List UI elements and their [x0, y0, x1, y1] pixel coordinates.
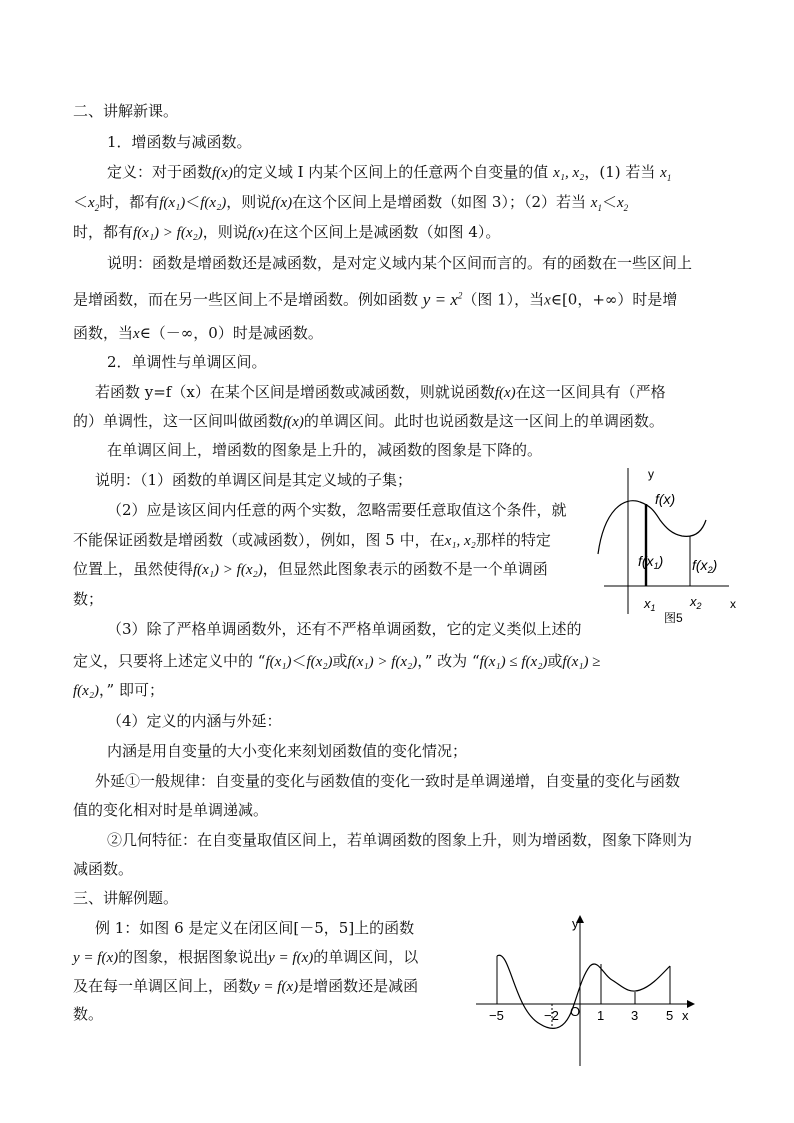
note-3-line-3 — [73, 680, 164, 701]
explanation-line-2 — [73, 285, 677, 311]
math-fx2: f(x₂) — [200, 195, 227, 211]
example-1-line-2 — [73, 947, 418, 968]
math-fx1-ge: f(x₁) ≥ — [562, 654, 601, 670]
text: 的定义域 I 内某个区间上的任意两个自变量的值 — [232, 163, 549, 181]
text: ，但显然此图象表示的函数不是一个单调函 — [262, 560, 548, 578]
text: 那样的特定 — [475, 531, 551, 549]
section-heading-examples: 三、讲解例题。 — [73, 889, 179, 907]
text: ∈（－∞，0）时是减函数。 — [139, 324, 323, 342]
text: ∈[0，+∞）时是增 — [550, 290, 678, 309]
geometric-line-2: 减函数。 — [73, 860, 134, 878]
fig5-fx2-label: $f(x_2)$ — [692, 557, 718, 575]
text: 定义，只要将上述定义中的 “ — [73, 652, 266, 670]
monotonicity-line-2 — [73, 411, 664, 432]
text: 及在每一单调区间上，函数 — [73, 977, 254, 995]
fig6-tick-minus2: −2 — [544, 1008, 559, 1023]
extension-line-2: 值的变化相对时是单调递减。 — [73, 801, 269, 819]
math-fx: f(x) — [212, 165, 233, 181]
figure-6 — [472, 910, 702, 1070]
text: 函数，当 — [73, 324, 134, 342]
math-x1: $x_1$ — [660, 165, 672, 183]
text: ，” 改为 “ — [417, 652, 480, 670]
fig5-x2-label: $x_2$ — [690, 594, 702, 611]
text: ，” 即可； — [99, 681, 164, 699]
text: 是增函数，而在另一些区间上不是增函数。例如函数 — [73, 290, 419, 309]
math-y-eq-x-squared: $y = x^2$ — [422, 289, 463, 309]
text: ，(1) 若当 — [584, 163, 656, 181]
text: 的单调区间。此时也说函数是这一区间上的单调函数。 — [303, 412, 664, 430]
text: ＜ — [185, 193, 201, 211]
fig5-caption: 图5 — [664, 611, 683, 625]
text: 的）单调性，这一区间叫做函数 — [73, 412, 284, 430]
math-fx: f(x) — [271, 195, 293, 211]
fig5-curve-label: f(x) — [655, 491, 676, 507]
text: 的图象，根据图象说出 — [118, 948, 269, 966]
math-y-eq-fx: y = f(x) — [253, 979, 299, 995]
note-2-line-4: 数； — [73, 590, 104, 608]
fig6-tick-5: 5 — [666, 1008, 674, 1023]
example-1-line-1: 例 1：如图 6 是定义在闭区间[－5，5]上的函数 — [95, 919, 415, 937]
math-x1x2: x₁, x₂ — [444, 533, 476, 549]
text: ，则说 — [202, 223, 248, 241]
definition-line-3 — [73, 222, 500, 243]
text: 定义：对于函数 — [107, 163, 213, 181]
text: 时，都有 — [99, 193, 160, 211]
text: 位置上，虽然使得 — [73, 560, 194, 578]
math-y-eq-fx: y = f(x) — [268, 950, 314, 966]
math-fx1-gt-fx2: f(x₁) > f(x₂) — [193, 562, 263, 578]
text: 在这个区间上是减函数（如图 4）。 — [268, 223, 501, 241]
fig6-tick-3: 3 — [631, 1008, 639, 1023]
math-fx1-gt-fx2: f(x₁) > f(x₂) — [133, 225, 203, 241]
math-fx1-le-fx2: f(x₁) ≤ f(x₂) — [479, 654, 548, 670]
math-x1: $x_1$ — [590, 195, 602, 213]
fig6-curve — [497, 955, 670, 1028]
note-1: 说明：（1）函数的单调区间是其定义域的子集； — [95, 471, 413, 489]
text: 在这一区间具有（严格 — [515, 383, 666, 401]
note-2-line-3 — [73, 559, 548, 580]
explanation-line-3 — [73, 323, 323, 344]
text: ＜ — [601, 193, 617, 211]
section-heading-new-lesson: 二、讲解新课。 — [73, 102, 179, 120]
note-4: （4）定义的内涵与外延： — [107, 712, 282, 730]
math-fx2: f(x₂) — [73, 683, 100, 699]
fig6-y-label: y — [572, 916, 579, 931]
definition-line-2 — [73, 192, 628, 218]
math-fx: f(x) — [247, 225, 269, 241]
fig5-fx1-label: $f(x_1)$ — [638, 553, 664, 571]
text: ，则说 — [226, 193, 272, 211]
text: ＜ — [291, 652, 307, 670]
text: 若函数 y=f（x）在某个区间是增函数或减函数，则就说函数 — [95, 383, 495, 401]
note-3-line-2 — [73, 651, 600, 672]
math-fx1: f(x₁) — [159, 195, 186, 211]
fig6-origin: O — [570, 1004, 581, 1019]
fig6-tick-minus5: −5 — [489, 1008, 504, 1023]
fig5-x-label: x — [730, 597, 736, 611]
math-fx: f(x) — [283, 414, 304, 430]
text: 或 — [332, 652, 348, 670]
math-fx2: f(x₂) — [306, 654, 333, 670]
text: 的单调区间，以 — [313, 948, 419, 966]
text: 在这个区间上是增函数（如图 3）；（2）若当 — [292, 193, 586, 211]
text: 不能保证函数是增函数（或减函数），例如，图 5 中，在 — [73, 531, 445, 549]
text: （图 1），当 — [462, 290, 545, 309]
subheading-monotonicity: 2．单调性与单调区间。 — [107, 353, 267, 371]
fig5-y-label: y — [648, 467, 654, 481]
example-1-line-4: 数。 — [73, 1005, 104, 1023]
math-x1x2: x₁, x₂ — [553, 165, 585, 181]
monotonicity-line-1 — [95, 382, 666, 403]
text: 是增函数还是减函 — [298, 977, 419, 995]
note-3-line-1: （3）除了严格单调函数外，还有不严格单调函数，它的定义类似上述的 — [107, 620, 582, 638]
note-2-line-1: （2）应是该区间内任意的两个实数，忽略需要任意取值这个条件，就 — [107, 501, 567, 519]
fig6-tick-1: 1 — [597, 1008, 605, 1023]
note-2-line-2 — [73, 530, 551, 551]
fig6-x-label: x — [682, 1008, 689, 1023]
connotation-line: 内涵是用自变量的大小变化来刻划函数值的变化情况； — [107, 742, 468, 760]
math-fx1-gt-fx2: f(x₁) > f(x₂) — [347, 654, 418, 670]
geometric-line-1: ②几何特征：在自变量取值区间上，若单调函数的图象上升，则为增函数，图象下降则为 — [107, 831, 693, 849]
example-1-line-3 — [73, 976, 418, 997]
text: 时，都有 — [73, 223, 134, 241]
monotonicity-line-3: 在单调区间上，增函数的图象是上升的，减函数的图象是下降的。 — [107, 441, 543, 459]
subheading-increasing-decreasing: 1．增函数与减函数。 — [107, 133, 252, 151]
fig5-x1-label: $x_1$ — [644, 596, 656, 613]
extension-line-1: 外延①一般规律：自变量的变化与函数值的变化一致时是单调递增，自变量的变化与函数 — [95, 772, 681, 790]
text: ＜ — [73, 193, 89, 211]
math-x: x — [133, 326, 140, 342]
explanation-line-1: 说明：函数是增函数还是减函数，是对定义域内某个区间而言的。有的函数在一些区间上 — [107, 254, 693, 272]
text: 或 — [547, 652, 563, 670]
definition-line-1 — [107, 162, 671, 188]
math-y-eq-fx: y = f(x) — [73, 950, 119, 966]
math-x: x — [544, 292, 551, 309]
figure-5 — [594, 462, 754, 632]
math-x2: $x_2$ — [88, 195, 100, 213]
math-x2: $x_2$ — [616, 195, 629, 213]
math-fx1: f(x₁) — [265, 654, 292, 670]
math-fx: f(x) — [494, 385, 516, 401]
